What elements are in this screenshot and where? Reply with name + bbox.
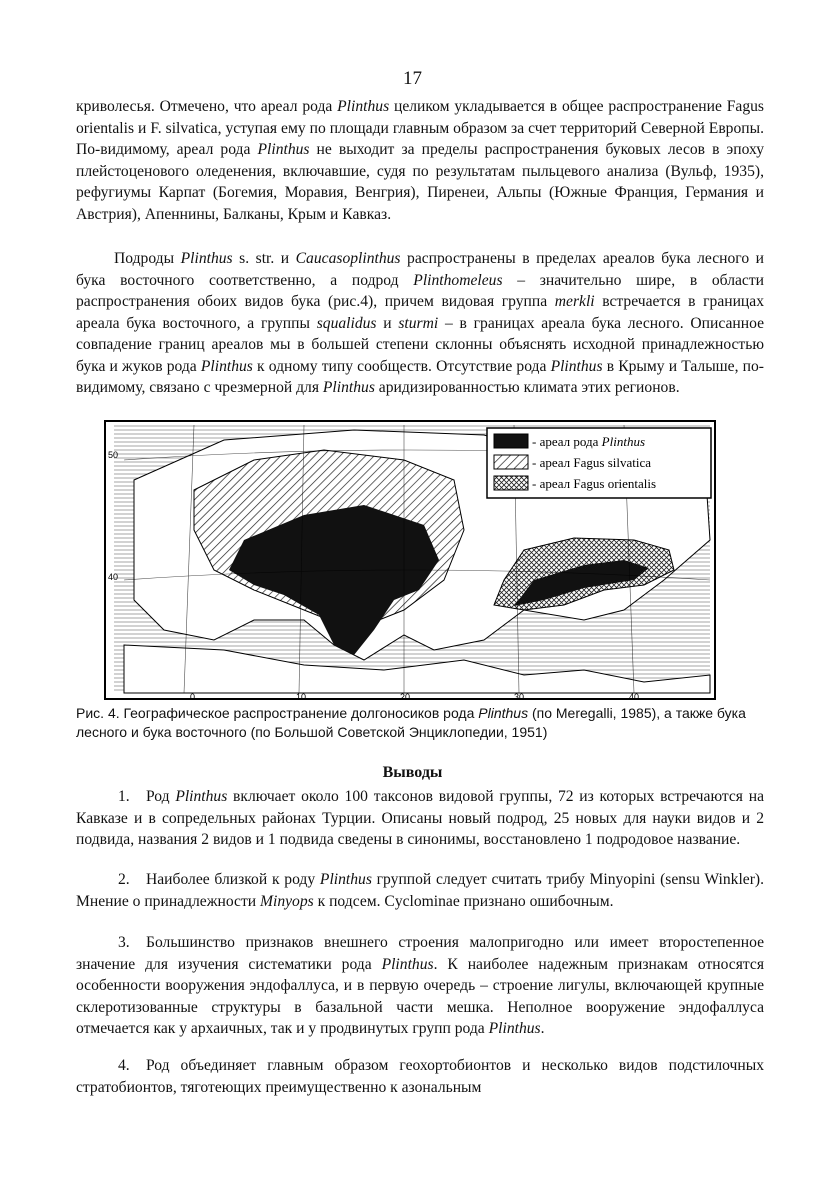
distribution-map-figure (104, 420, 716, 702)
lon-label-40: 40 (629, 692, 640, 702)
lon-label-10: 10 (296, 692, 307, 702)
lon-label-0: 0 (190, 692, 196, 702)
page-number: 17 (403, 68, 422, 89)
legend-item-orientalis: - ареал Fagus orientalis (532, 476, 657, 491)
conclusion-item-1: 1. Род Plinthus включает около 100 таксонов видовой группы, 72 из которых встречаются на Кавказе и в сопредельных районах Турции. Описаны новый подрод, 25 новых для науки видов и 2 подвида, названия 2 видов и 1 подвида сведены в синонимы, восстановлено 1 подродовое название. (76, 788, 764, 848)
legend-swatch-orientalis (494, 476, 528, 490)
lon-label-20: 20 (400, 692, 411, 702)
conclusion-item-4: 4. Род объединяет главным образом геохортобионтов и несколько видов подстилочных стратобионтов, тяготеющих преимущественно к азональным (76, 1057, 764, 1096)
legend-swatch-plinthus (494, 434, 528, 448)
lat-label-50: 50 (108, 450, 119, 460)
legend-item-plinthus: - ареал рода Plinthus (532, 434, 646, 449)
figure-caption: Рис. 4. Географическое распространение долгоносиков рода Plinthus (по Meregalli, 1985), а также бука лесного и бука восточного (по Большой Советской Энциклопедии, 1951) (76, 705, 746, 740)
map-legend (487, 428, 711, 498)
lat-label-40: 40 (108, 572, 119, 582)
legend-item-silvatica: - ареал Fagus silvatica (532, 455, 652, 470)
legend-swatch-silvatica (494, 455, 528, 469)
conclusions-title: Выводы (382, 764, 443, 781)
conclusion-item-3: 3. Большинство признаков внешнего строения малопригодно или имеет второстепенное значение для изучения систематики рода Plinthus. К наиболее надежным признакам относятся особенности вооружения эндофаллуса, и в первую очередь – строение лигулы, включающей крупные склеротизованные структуры в базальной части мешка. Неполное вооружение эндофаллуса отмечается как у архаичных, так и у продвинутых групп рода Plinthus. (76, 934, 764, 1037)
paragraph-2: Подроды Plinthus s. str. и Caucasoplinthus распространены в пределах ареалов бука лесного и бука восточного соответственно, а подрод Plinthomeleus – значительно шире, в области распространения обоих видов бука (рис.4), причем видовая группа merkli встречается в границах ареала бука восточного, а группы squalidus и sturmi – в границах ареала бука лесного. Описанное совпадение границ ареалов мы в большей степени склонны объяснять исходной принадлежностью бука и жуков рода Plinthus к одному типу сообществ. Отсутствие рода Plinthus в Крыму и Талыше, по-видимому, связано с чрезмерной для Plinthus аридизированностью климата этих регионов. (76, 250, 764, 396)
conclusion-item-2: 2. Наиболее близкой к роду Plinthus группой следует считать трибу Minyopini (sensu Winkler). Мнение о принадлежности Minyops к подсем. Cyclominae признано ошибочным. (76, 871, 764, 910)
lon-label-30: 30 (514, 692, 525, 702)
paragraph-1: криволесья. Отмечено, что ареал рода Plinthus целиком укладывается в общее распространение Fagus orientalis и F. silvatica, уступая ему по площади главным образом за счет территорий Северной Европы. По-видимому, ареал рода Plinthus не выходит за пределы распространения буковых лесов в эпоху плейстоценового оледенения, включавшие, судя по результатам пыльцевого анализа (Вульф, 1935), рефугиумы Карпат (Богемия, Моравия, Венгрия), Пиренеи, Альпы (Южные Франция, Германия и Австрия), Апеннины, Балканы, Крым и Кавказ. (76, 98, 764, 223)
